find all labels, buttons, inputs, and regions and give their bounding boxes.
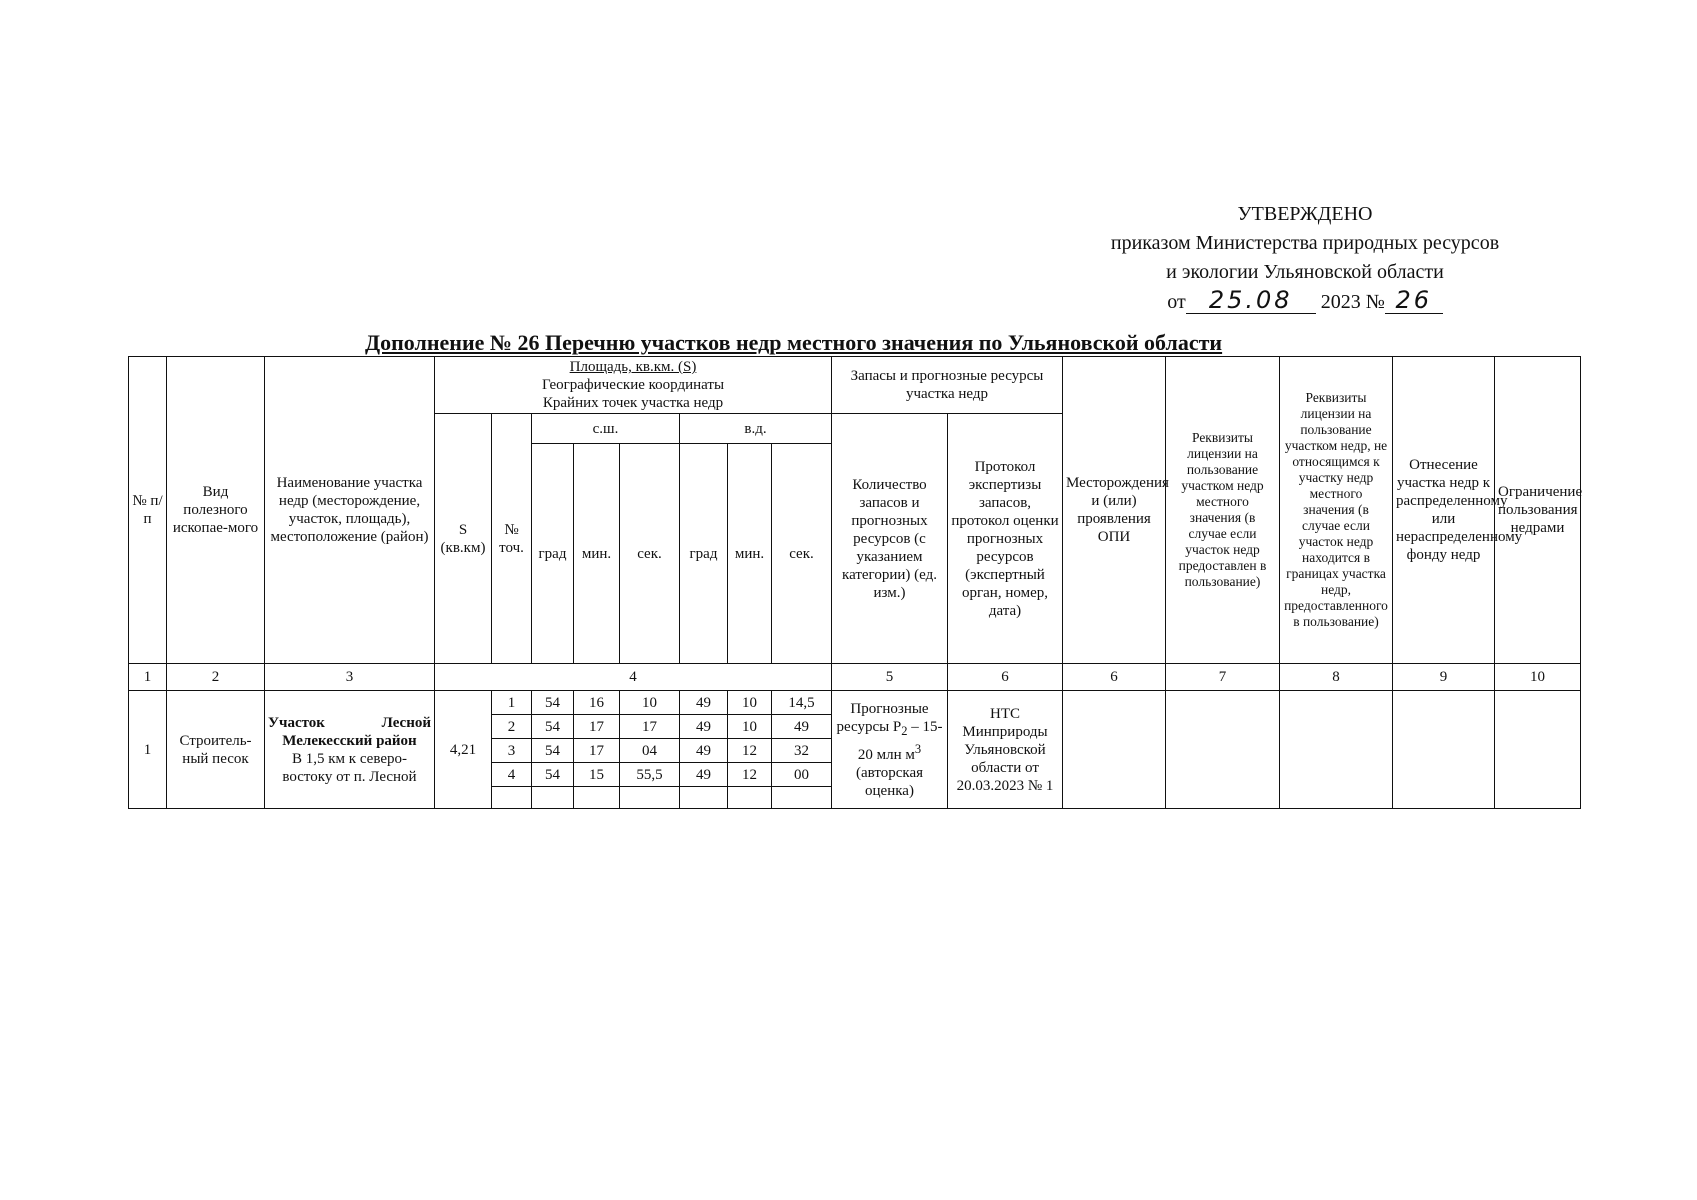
header-extreme-points: Крайних точек участка недр	[542, 395, 724, 411]
row-protocol: НТС Минприроды Ульяновской области от 20.03.2023 № 1	[948, 691, 1063, 809]
column-number: 6	[1063, 664, 1166, 691]
lon-sec: 49	[772, 715, 832, 739]
approval-date-line	[1090, 287, 1520, 317]
lon-deg: 49	[680, 715, 728, 739]
point-number: 4	[492, 763, 532, 787]
approval-number-sign: №	[1365, 291, 1385, 313]
header-lat-min: мин.	[574, 444, 620, 664]
document-title: Дополнение № 26 Перечню участков недр местного значения по Ульяновской области	[365, 330, 1223, 355]
approval-from-prefix: от	[1167, 291, 1186, 313]
lat-sec: 10	[620, 691, 680, 715]
approval-year: 2023	[1320, 291, 1361, 313]
column-number: 9	[1393, 664, 1495, 691]
lon-sec: 00	[772, 763, 832, 787]
header-longitude: в.д.	[680, 414, 832, 444]
column-number: 3	[265, 664, 435, 691]
empty-cell	[620, 787, 680, 809]
approval-date: 25.08	[1186, 287, 1316, 314]
column-number: 2	[167, 664, 265, 691]
row-resources	[832, 691, 948, 809]
column-number: 4	[435, 664, 832, 691]
lon-min: 10	[728, 691, 772, 715]
lat-sec: 04	[620, 739, 680, 763]
header-fund: Отнесение участка недр к распределенному или нераспределенному фонду недр	[1393, 357, 1495, 664]
lat-deg: 54	[532, 691, 574, 715]
header-num: № п/п	[129, 357, 167, 664]
lat-min: 15	[574, 763, 620, 787]
row-site-word-1: Участок	[268, 714, 325, 731]
header-lat-sec: сек.	[620, 444, 680, 664]
row-num: 1	[129, 691, 167, 809]
column-number: 7	[1166, 664, 1280, 691]
column-number-row	[129, 664, 1581, 691]
header-lon-min: мин.	[728, 444, 772, 664]
column-number: 1	[129, 664, 167, 691]
lon-min: 12	[728, 763, 772, 787]
lat-deg: 54	[532, 739, 574, 763]
empty-cell	[492, 787, 532, 809]
row-site-name	[265, 691, 435, 809]
header-license-other: Реквизиты лицензии на пользование участком недр, не относящимся к участку недр местного значения (в случае если участок недр находится в границах участка недр, предоставленного в пользование)	[1280, 357, 1393, 664]
column-number: 8	[1280, 664, 1393, 691]
header-quantity: Количество запасов и прогнозных ресурсов (с указанием категории) (ед. изм.)	[832, 414, 948, 664]
lon-min: 12	[728, 739, 772, 763]
header-area-title: Площадь, кв.км. (S)	[569, 359, 697, 375]
approval-number: 26	[1385, 287, 1443, 314]
row-resources-note: (авторская оценка)	[856, 764, 923, 799]
row-resources-amount: – 15-20 млн м	[857, 718, 943, 763]
header-row-1	[129, 357, 1581, 414]
row-site-title	[268, 714, 431, 732]
row-license-local	[1166, 691, 1280, 809]
lat-sec: 55,5	[620, 763, 680, 787]
row-area: 4,21	[435, 691, 492, 809]
header-reserves: Запасы и прогнозные ресурсы участка недр	[832, 357, 1063, 414]
row-site-word-2: Лесной	[381, 714, 431, 731]
header-point-no: № точ.	[492, 414, 532, 664]
lat-deg: 54	[532, 715, 574, 739]
row-fund	[1393, 691, 1495, 809]
approval-line-2: и экологии Ульяновской области	[1166, 261, 1444, 283]
lat-sec: 17	[620, 715, 680, 739]
row-resources-text: Прогнозные ресурсы Р	[836, 700, 929, 735]
header-site-name: Наименование участка недр (месторождение, участок, площадь), местоположение (район)	[265, 357, 435, 664]
header-lon-sec: сек.	[772, 444, 832, 664]
lon-deg: 49	[680, 763, 728, 787]
row-mineral: Строитель-ный песок	[167, 691, 265, 809]
approval-stamp	[1090, 200, 1520, 317]
row-location: В 1,5 км к северо-востоку от п. Лесной	[282, 750, 417, 785]
header-lon-deg: град	[680, 444, 728, 664]
point-number: 1	[492, 691, 532, 715]
lon-min: 10	[728, 715, 772, 739]
header-mineral: Вид полезного ископае-мого	[167, 357, 265, 664]
table-row	[129, 691, 1581, 715]
column-number: 6	[948, 664, 1063, 691]
header-s: S (кв.км)	[435, 414, 492, 664]
lat-min: 17	[574, 715, 620, 739]
header-restrictions: Ограничение пользования недрами	[1495, 357, 1581, 664]
header-lat-deg: град	[532, 444, 574, 664]
row-restrictions	[1495, 691, 1581, 809]
empty-cell	[680, 787, 728, 809]
row-resources-unit-power: 3	[914, 741, 922, 756]
empty-cell	[532, 787, 574, 809]
point-number: 3	[492, 739, 532, 763]
empty-cell	[728, 787, 772, 809]
point-number: 2	[492, 715, 532, 739]
empty-cell	[574, 787, 620, 809]
lat-min: 16	[574, 691, 620, 715]
column-number: 5	[832, 664, 948, 691]
header-area-coordinates	[435, 357, 832, 414]
lon-deg: 49	[680, 691, 728, 715]
row-district: Мелекесский район	[282, 732, 417, 749]
lat-min: 17	[574, 739, 620, 763]
header-latitude: с.ш.	[532, 414, 680, 444]
lon-deg: 49	[680, 739, 728, 763]
subsoil-table	[128, 356, 1581, 809]
column-number: 10	[1495, 664, 1581, 691]
lon-sec: 14,5	[772, 691, 832, 715]
empty-cell	[772, 787, 832, 809]
lat-deg: 54	[532, 763, 574, 787]
row-resources-category: 2	[901, 723, 908, 738]
lon-sec: 32	[772, 739, 832, 763]
approval-heading: УТВЕРЖДЕНО	[1237, 203, 1373, 225]
header-protocol: Протокол экспертизы запасов, протокол оценки прогнозных ресурсов (экспертный орган, номер, дата)	[948, 414, 1063, 664]
header-license-local: Реквизиты лицензии на пользование участком недр местного значения (в случае если участок недр предоставлен в пользование)	[1166, 357, 1280, 664]
approval-line-1: приказом Министерства природных ресурсов	[1110, 232, 1500, 254]
row-license-other	[1280, 691, 1393, 809]
header-geo-coords: Географические координаты	[541, 377, 725, 393]
header-deposit: Месторождения и (или) проявления ОПИ	[1063, 357, 1166, 664]
row-deposit	[1063, 691, 1166, 809]
